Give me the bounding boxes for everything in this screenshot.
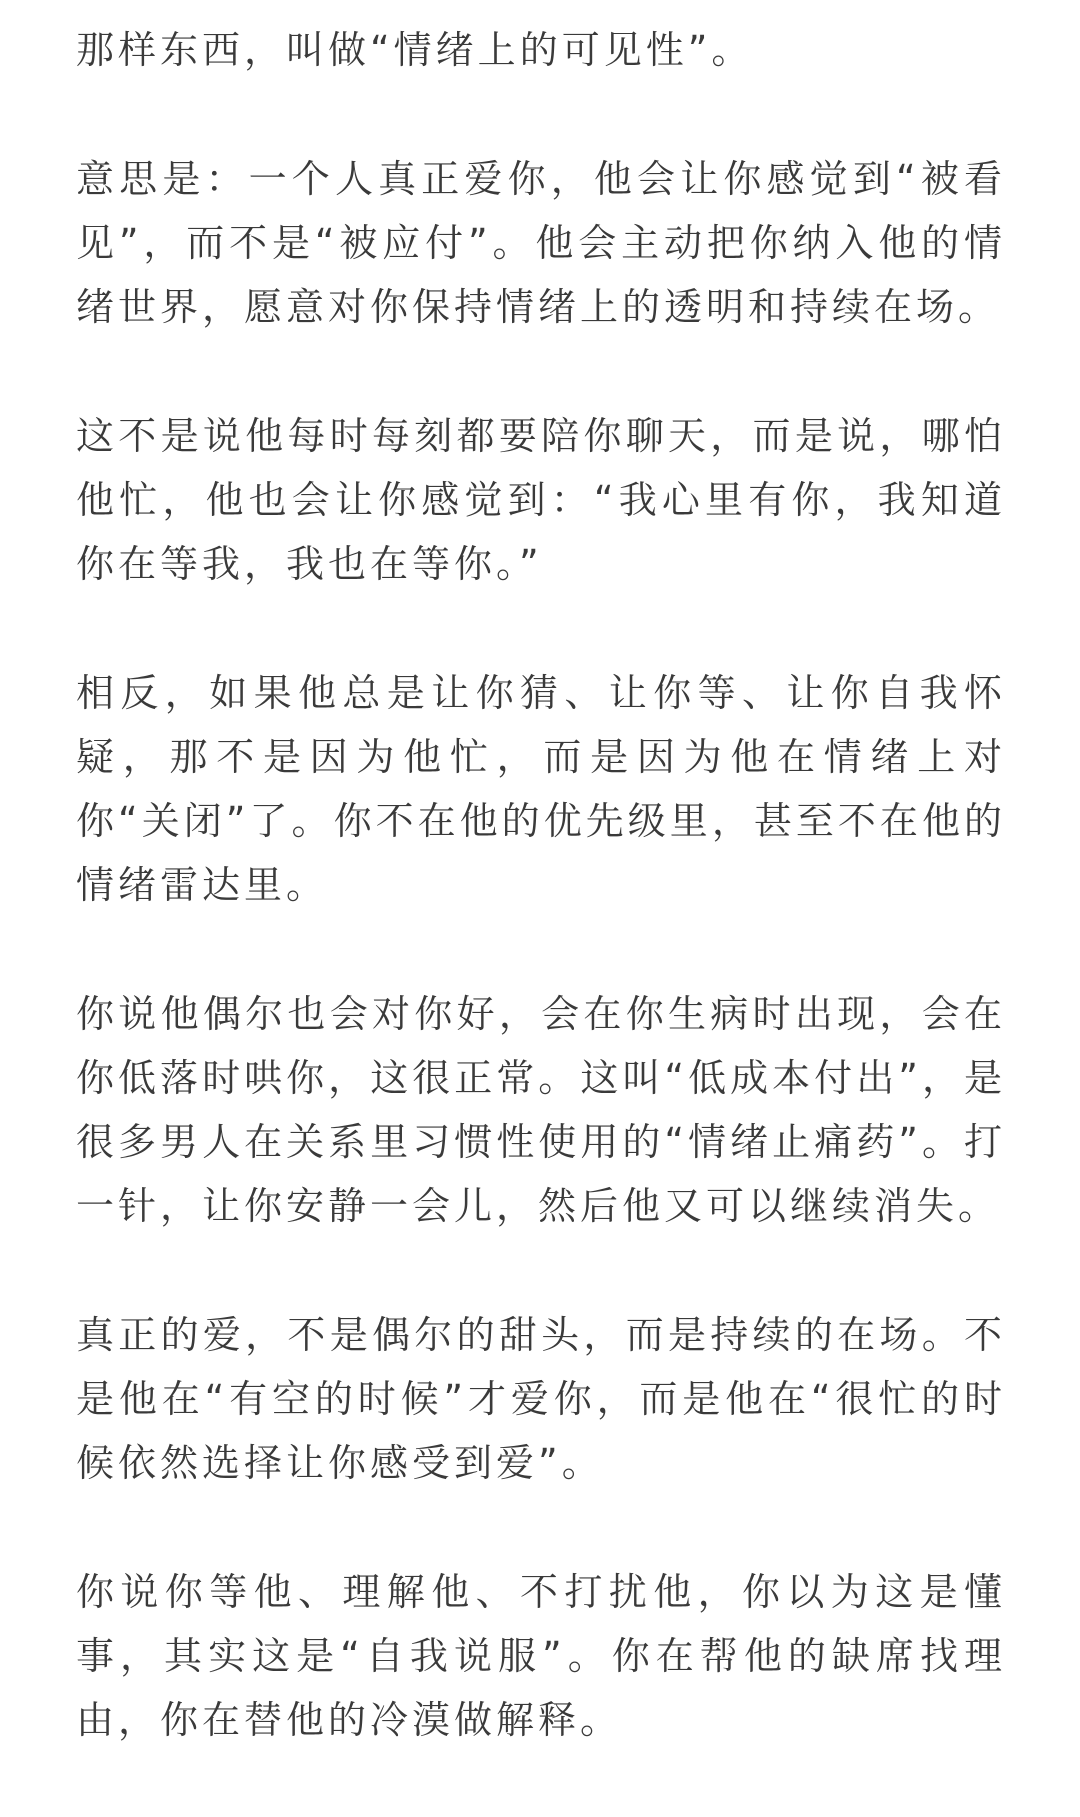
paragraph-6: 真正的爱，不是偶尔的甜头，而是持续的在场。不是他在“有空的时候”才爱你，而是他在“很忙的时候依然选择让你感受到爱”。 — [76, 1313, 1006, 1485]
article-body — [76, 18, 1006, 1817]
paragraph-7: 你说你等他、理解他、不打扰他，你以为这是懂事，其实这是“自我说服”。你在帮他的缺席找理由，你在替他的冷漠做解释。 — [76, 1570, 1006, 1742]
paragraph-1: 那样东西，叫做“情绪上的可见性”。 — [76, 28, 754, 72]
paragraph-5: 你说他偶尔也会对你好，会在你生病时出现，会在你低落时哄你，这很正常。这叫“低成本付出”，是很多男人在关系里习惯性使用的“情绪止痛药”。打一针，让你安静一会儿，然后他又可以继续消失。 — [76, 992, 1006, 1228]
paragraph-3: 这不是说他每时每刻都要陪你聊天，而是说，哪怕他忙，他也会让你感觉到：“我心里有你，我知道你在等我，我也在等你。” — [76, 414, 1006, 586]
paragraph-4: 相反，如果他总是让你猜、让你等、让你自我怀疑，那不是因为他忙，而是因为他在情绪上对你“关闭”了。你不在他的优先级里，甚至不在他的情绪雷达里。 — [76, 671, 1006, 907]
paragraph-2: 意思是：一个人真正爱你，他会让你感觉到“被看见”，而不是“被应付”。他会主动把你纳入他的情绪世界，愿意对你保持情绪上的透明和持续在场。 — [76, 157, 1006, 329]
